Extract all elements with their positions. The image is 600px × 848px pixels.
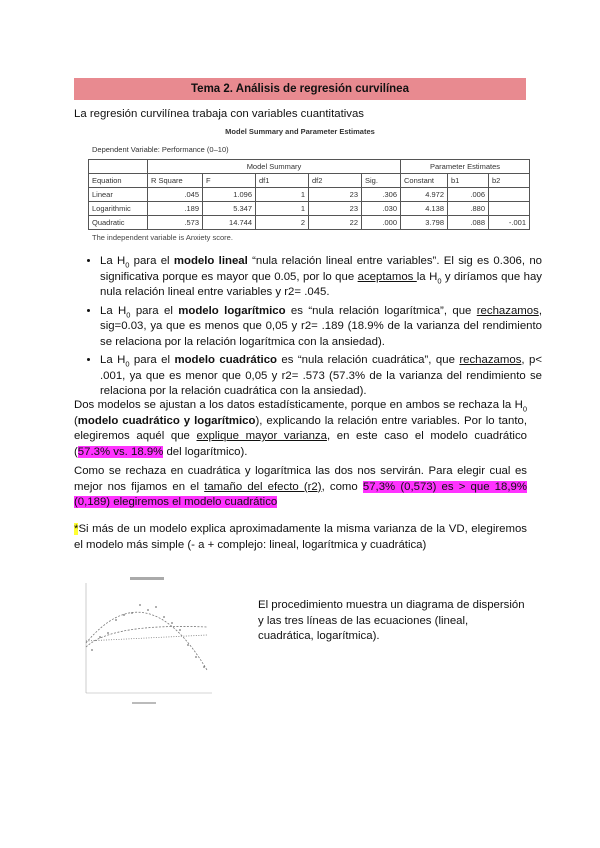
col-header: df2 bbox=[309, 174, 362, 188]
cell: .189 bbox=[148, 202, 203, 216]
section-title-bar bbox=[74, 78, 526, 100]
point bbox=[99, 636, 101, 638]
cell: .088 bbox=[448, 216, 489, 230]
col-header: Sig. bbox=[362, 174, 401, 188]
text: es “nula relación logarítmica”, que bbox=[285, 304, 477, 317]
model-summary-table bbox=[88, 159, 530, 230]
text: ( bbox=[74, 414, 78, 427]
point bbox=[155, 606, 157, 608]
subscript: 0 bbox=[125, 359, 130, 369]
point bbox=[203, 666, 205, 668]
asterisk-marker: * bbox=[74, 523, 79, 535]
text: , como bbox=[321, 480, 363, 493]
plot-background bbox=[72, 575, 220, 710]
cell: 22 bbox=[309, 216, 362, 230]
highlighted-text: 57.3% vs. 18.9% bbox=[77, 445, 164, 458]
cell: 2 bbox=[256, 216, 309, 230]
text: “nula relación lineal entre variables”. El sig es 0.306, no significativa porque es mayor que 0.05, por lo que bbox=[100, 255, 542, 283]
text: La H bbox=[100, 255, 126, 267]
col-header: Constant bbox=[401, 174, 448, 188]
cell: Linear bbox=[89, 188, 148, 202]
subscript: 0 bbox=[126, 309, 131, 319]
text: , en este caso el modelo cuadrático ( bbox=[74, 430, 527, 458]
underlined-text: tamaño del efecto (r2) bbox=[204, 480, 322, 493]
list-item-linear bbox=[100, 254, 542, 301]
col-header: df1 bbox=[256, 174, 309, 188]
point bbox=[147, 609, 149, 611]
col-header: R Square bbox=[148, 174, 203, 188]
cell: .880 bbox=[448, 202, 489, 216]
col-header: b2 bbox=[489, 174, 530, 188]
bold-text: modelo logarítmico bbox=[178, 304, 286, 317]
text: es “nula relación cuadrática”, que bbox=[277, 354, 460, 366]
cell: 14.744 bbox=[203, 216, 256, 230]
cell: 1 bbox=[256, 202, 309, 216]
subscript: 0 bbox=[522, 404, 527, 414]
table-corner-cell bbox=[89, 160, 148, 174]
scatter-plot-figure bbox=[72, 575, 220, 710]
highlighted-text: 57,3% (0,573) es > que 18,9% (0,189) elegiremos el modelo cuadrático bbox=[74, 480, 527, 508]
table-row bbox=[89, 202, 530, 216]
point bbox=[187, 644, 189, 646]
cell bbox=[489, 188, 530, 202]
paragraph-parsimony-note bbox=[74, 522, 527, 553]
underlined-text: explique mayor varianza bbox=[196, 430, 327, 442]
underlined-text: rechazamos bbox=[459, 354, 522, 366]
point bbox=[163, 616, 165, 618]
text: , sig=0.03, ya que es menos que 0,05 y r2= .189 (18.9% de la varianza del rendimiento se relaciona por la relación logarítmica con la ansiedad). bbox=[100, 304, 542, 348]
cell: 4.972 bbox=[401, 188, 448, 202]
paragraph-model-fit bbox=[74, 398, 527, 460]
col-header: Equation bbox=[89, 174, 148, 188]
text: Dos modelos se ajustan a los datos estadísticamente, porque en ambos se rechaza la H bbox=[74, 399, 523, 411]
col-header: F bbox=[203, 174, 256, 188]
text: para el bbox=[130, 304, 179, 317]
point bbox=[131, 612, 133, 614]
plot-title-blur bbox=[130, 577, 164, 580]
point bbox=[107, 632, 109, 634]
cell: .045 bbox=[148, 188, 203, 202]
text: para el bbox=[129, 255, 174, 267]
cell: 5.347 bbox=[203, 202, 256, 216]
text: Como se rechaza en cuadrática y logarítmica las dos nos servirán. Para elegir cual es mejor nos fijamos en el bbox=[74, 465, 527, 493]
point bbox=[91, 649, 93, 651]
cell: 1 bbox=[256, 188, 309, 202]
cell: Logarithmic bbox=[89, 202, 148, 216]
col-header: b1 bbox=[448, 174, 489, 188]
cell: 23 bbox=[309, 202, 362, 216]
bold-text: modelo cuadrático bbox=[174, 354, 277, 366]
table-dependent-variable: Dependent Variable: Performance (0–10) bbox=[92, 145, 229, 154]
cell: Quadratic bbox=[89, 216, 148, 230]
table-row bbox=[89, 188, 530, 202]
group-model-summary: Model Summary bbox=[148, 160, 401, 174]
cell: .030 bbox=[362, 202, 401, 216]
table-title: Model Summary and Parameter Estimates bbox=[225, 127, 375, 136]
table-header-row bbox=[89, 174, 530, 188]
point bbox=[123, 614, 125, 616]
list-item-quadratic bbox=[100, 353, 542, 400]
table-footnote: The independent variable is Anxiety score. bbox=[92, 233, 233, 242]
point bbox=[171, 622, 173, 624]
point bbox=[115, 619, 117, 621]
cell: .006 bbox=[448, 188, 489, 202]
underlined-text: aceptamos bbox=[357, 270, 417, 283]
text: del logarítmico). bbox=[163, 445, 248, 458]
subscript: 0 bbox=[437, 275, 442, 285]
cell: .000 bbox=[362, 216, 401, 230]
text: La H bbox=[100, 304, 127, 317]
section-title: Tema 2. Análisis de regresión curvilínea bbox=[191, 83, 409, 95]
text: y diríamos que hay nula relación lineal entre variables y r2= .045. bbox=[100, 270, 542, 298]
cell: .573 bbox=[148, 216, 203, 230]
cell: 4.138 bbox=[401, 202, 448, 216]
cell: -.001 bbox=[489, 216, 530, 230]
cell: .306 bbox=[362, 188, 401, 202]
text: la H bbox=[416, 270, 438, 283]
cell: 1.096 bbox=[203, 188, 256, 202]
plot-xlabel-blur bbox=[132, 702, 156, 704]
text: Si más de un modelo explica aproximadamente la misma varianza de la VD, elegiremos el modelo más simple (- a + complejo: lineal, logarítmica y cuadrática) bbox=[74, 523, 527, 551]
list-item-logarithmic bbox=[100, 304, 542, 351]
subscript: 0 bbox=[125, 260, 130, 270]
table-group-header-row bbox=[89, 160, 530, 174]
point bbox=[139, 604, 141, 606]
bold-text: modelo cuadrático y logarítmico bbox=[77, 414, 256, 427]
bold-text: modelo lineal bbox=[173, 255, 248, 267]
table-row bbox=[89, 216, 530, 230]
point bbox=[195, 656, 197, 658]
point bbox=[179, 629, 181, 631]
hypothesis-list bbox=[80, 254, 542, 403]
underlined-text: rechazamos bbox=[476, 304, 539, 317]
text: para el bbox=[129, 354, 175, 366]
text: , p< .001, ya que es menor que 0,05 y r2= .573 (57.3% de la varianza del rendimiento se relaciona por la relación cuadrática con la ansiedad). bbox=[100, 354, 542, 397]
paragraph-effect-size bbox=[74, 464, 527, 511]
text: ), explicando la relación entre variables. Por lo tanto, elegiremos aquél que bbox=[74, 414, 528, 442]
intro-text: La regresión curvilínea trabaja con variables cuantitativas bbox=[74, 108, 364, 120]
group-parameter-estimates: Parameter Estimates bbox=[401, 160, 530, 174]
cell bbox=[489, 202, 530, 216]
plot-caption: El procedimiento muestra un diagrama de dispersión y las tres líneas de las ecuaciones (lineal, cuadrática, logarítmica). bbox=[258, 599, 525, 642]
text: La H bbox=[100, 354, 126, 366]
cell: 23 bbox=[309, 188, 362, 202]
cell: 3.798 bbox=[401, 216, 448, 230]
